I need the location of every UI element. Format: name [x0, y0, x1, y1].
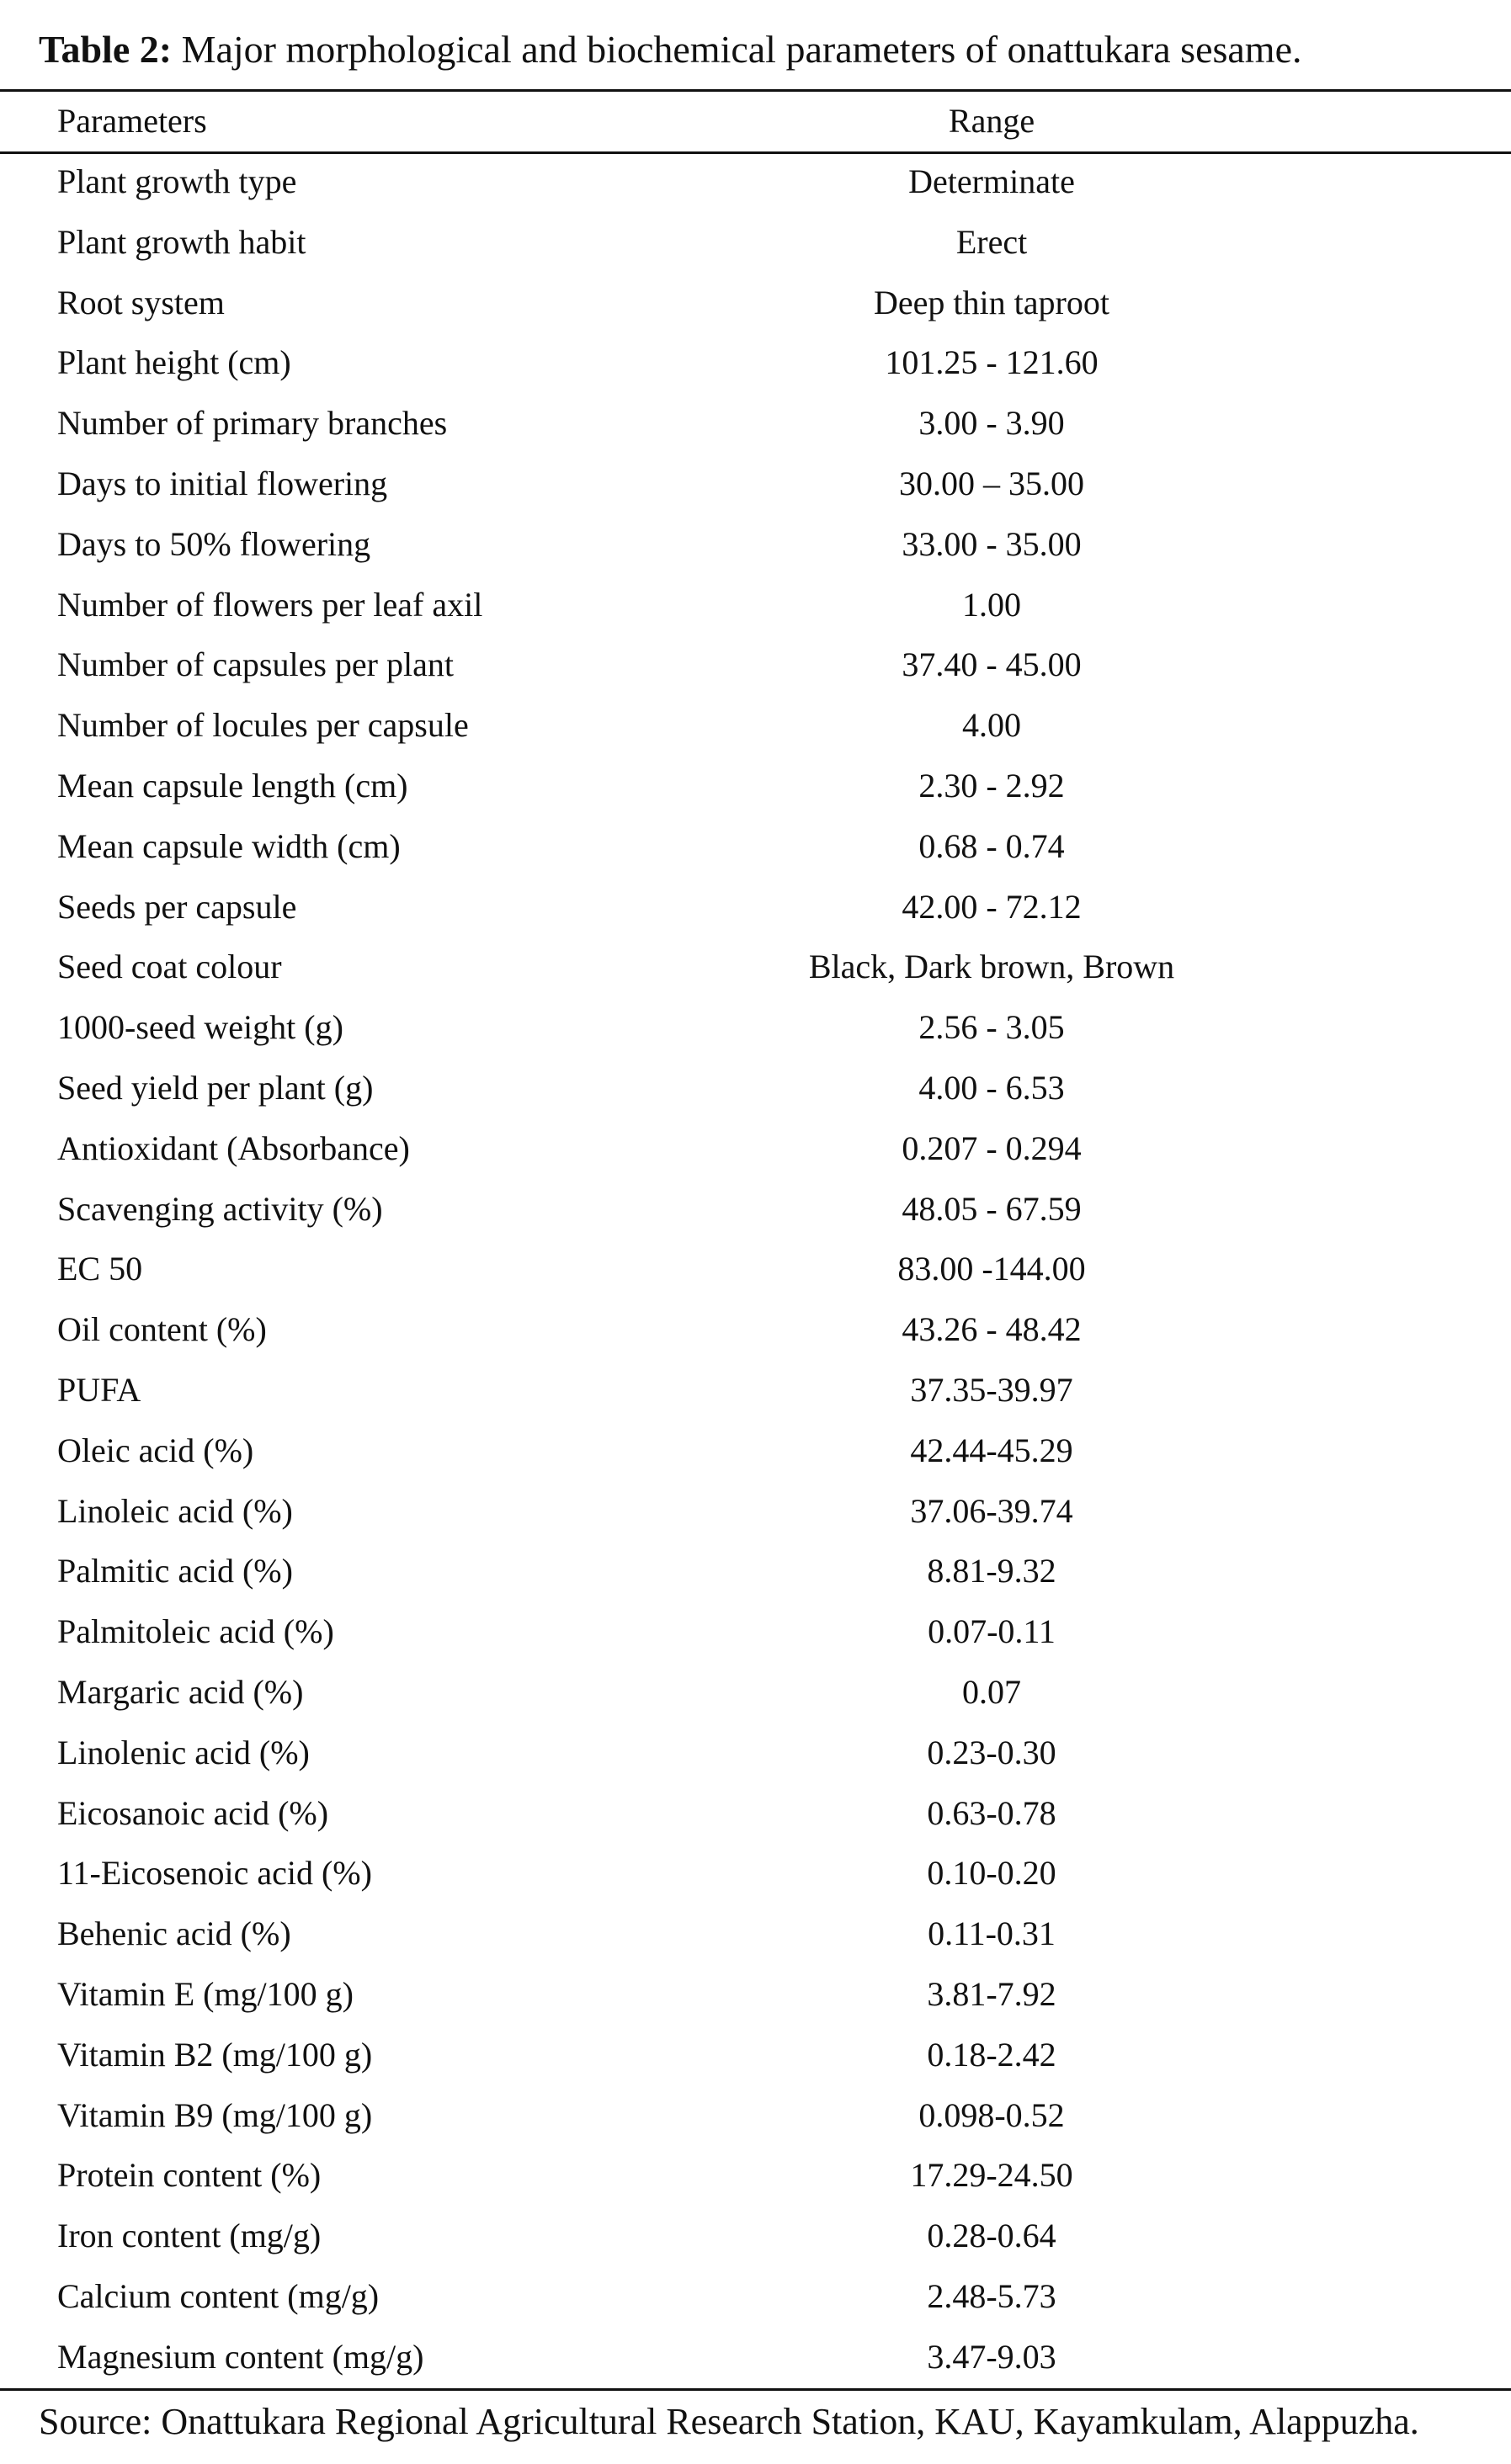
table-caption-text: Major morphological and biochemical parameters of onattukara sesame. [172, 28, 1302, 71]
table-row [0, 2085, 1511, 2146]
range-cell: 33.00 - 35.00 [902, 524, 1082, 563]
range-cell: 42.00 - 72.12 [902, 887, 1082, 926]
range-cell: 0.23-0.30 [927, 1733, 1056, 1771]
table-row [0, 2206, 1511, 2266]
parameter-cell: Protein content (%) [57, 2156, 322, 2195]
parameter-cell: Palmitoleic acid (%) [57, 1612, 334, 1651]
parameter-cell: Number of capsules per plant [57, 645, 454, 684]
parameter-cell: Magnesium content (mg/g) [57, 2337, 424, 2376]
table-row [0, 937, 1511, 997]
parameter-cell: Scavenging activity (%) [57, 1189, 383, 1228]
table-row [0, 997, 1511, 1058]
table-row [0, 332, 1511, 393]
table-row [0, 1058, 1511, 1118]
range-cell: Deep thin taproot [874, 283, 1109, 321]
parameter-cell: Vitamin B9 (mg/100 g) [57, 2095, 373, 2134]
range-cell: 48.05 - 67.59 [902, 1189, 1082, 1228]
table-row [0, 1179, 1511, 1240]
table-row [0, 1360, 1511, 1421]
table-row [0, 1601, 1511, 1662]
table-row [0, 816, 1511, 877]
range-cell: 0.07-0.11 [928, 1612, 1056, 1651]
range-cell: 30.00 – 35.00 [899, 465, 1084, 502]
parameter-cell: Calcium content (mg/g) [57, 2277, 380, 2315]
range-cell: 42.44-45.29 [910, 1431, 1073, 1469]
table-row [0, 756, 1511, 816]
table-row [0, 1904, 1511, 1964]
source-note: Source: Onattukara Regional Agricultural Research Station, KAU, Kayamkulam, Alappuzha. [39, 2401, 1419, 2442]
parameter-cell: Vitamin E (mg/100 g) [57, 1975, 354, 2013]
table-row [0, 1541, 1511, 1601]
range-cell: 4.00 - 6.53 [918, 1069, 1065, 1107]
table-row [0, 1481, 1511, 1542]
table-bottom-rule [0, 2388, 1511, 2391]
range-cell: 3.81-7.92 [927, 1975, 1056, 2013]
parameter-cell: Linolenic acid (%) [57, 1733, 310, 1771]
parameter-cell: Linoleic acid (%) [57, 1491, 293, 1530]
parameter-cell: Plant height (cm) [57, 343, 291, 382]
range-cell: 0.10-0.20 [927, 1854, 1056, 1893]
range-cell: 0.68 - 0.74 [918, 826, 1065, 865]
range-cell: 2.30 - 2.92 [918, 767, 1065, 805]
range-cell: 8.81-9.32 [927, 1552, 1056, 1590]
range-cell: 83.00 -144.00 [897, 1250, 1086, 1288]
table-row [0, 212, 1511, 273]
parameter-cell: Behenic acid (%) [57, 1914, 291, 1953]
range-cell: 0.11-0.31 [928, 1914, 1056, 1953]
range-cell: Black, Dark brown, Brown [808, 948, 1175, 986]
parameter-cell: Palmitic acid (%) [57, 1552, 293, 1590]
range-cell: 2.56 - 3.05 [918, 1008, 1065, 1047]
header-parameters: Parameters [57, 102, 207, 140]
range-cell: Erect [955, 222, 1028, 261]
table-row [0, 2145, 1511, 2206]
table-row [0, 393, 1511, 454]
range-cell: 0.098-0.52 [918, 2095, 1065, 2134]
table-row [0, 1662, 1511, 1723]
parameter-cell: 1000-seed weight (g) [57, 1008, 343, 1047]
parameter-cell: Number of flowers per leaf axil [57, 585, 483, 624]
table-row [0, 2025, 1511, 2085]
parameter-cell: EC 50 [57, 1250, 143, 1288]
range-cell: 4.00 [962, 706, 1021, 745]
range-cell: 0.63-0.78 [927, 1793, 1056, 1832]
table-row [0, 2266, 1511, 2327]
parameter-cell: Margaric acid (%) [57, 1673, 304, 1711]
parameter-cell: Oleic acid (%) [57, 1431, 254, 1469]
table-row [0, 454, 1511, 514]
table-row [0, 877, 1511, 937]
table-row [0, 1118, 1511, 1179]
parameter-cell: Root system [57, 283, 225, 321]
table-row [0, 273, 1511, 333]
table-row [0, 695, 1511, 756]
range-cell: 0.07 [962, 1673, 1021, 1711]
table-row [0, 1421, 1511, 1481]
parameter-cell: Days to initial flowering [57, 465, 388, 502]
table-row [0, 635, 1511, 695]
table-row [0, 151, 1511, 212]
parameter-cell: Mean capsule width (cm) [57, 826, 401, 865]
parameter-cell: Seeds per capsule [57, 887, 297, 926]
table-row [0, 514, 1511, 575]
range-cell: Determinate [908, 162, 1075, 200]
range-cell: 1.00 [962, 585, 1021, 624]
parameter-cell: Number of locules per capsule [57, 706, 469, 745]
range-cell: 0.18-2.42 [927, 2035, 1056, 2074]
range-cell: 2.48-5.73 [927, 2277, 1056, 2315]
parameter-cell: Seed yield per plant (g) [57, 1069, 374, 1107]
range-cell: 3.47-9.03 [927, 2337, 1056, 2376]
range-cell: 37.35-39.97 [910, 1371, 1073, 1409]
table-row [0, 1299, 1511, 1360]
range-cell: 17.29-24.50 [910, 2156, 1073, 2195]
range-cell: 3.00 - 3.90 [918, 404, 1065, 443]
parameter-cell: Iron content (mg/g) [57, 2217, 322, 2255]
range-cell: 0.207 - 0.294 [902, 1128, 1082, 1167]
parameter-cell: Oil content (%) [57, 1310, 267, 1349]
parameter-cell: PUFA [57, 1371, 141, 1409]
table-caption-label: Table 2: [39, 28, 173, 71]
parameter-cell: 11-Eicosenoic acid (%) [57, 1854, 372, 1893]
parameter-cell: Vitamin B2 (mg/100 g) [57, 2035, 373, 2074]
table-row [0, 1239, 1511, 1299]
range-cell: 0.28-0.64 [927, 2217, 1056, 2255]
table-row [0, 575, 1511, 635]
parameter-cell: Antioxidant (Absorbance) [57, 1128, 410, 1167]
table-row [0, 2327, 1511, 2387]
table-row [0, 1723, 1511, 1783]
range-cell: 43.26 - 48.42 [902, 1310, 1082, 1349]
parameter-cell: Plant growth type [57, 162, 297, 200]
table-row [0, 1964, 1511, 2025]
range-cell: 101.25 - 121.60 [885, 343, 1099, 382]
range-cell: 37.06-39.74 [910, 1491, 1073, 1530]
table-row [0, 1783, 1511, 1844]
range-cell: 37.40 - 45.00 [902, 645, 1082, 684]
parameter-cell: Days to 50% flowering [57, 524, 371, 563]
parameter-cell: Mean capsule length (cm) [57, 767, 408, 805]
header-range: Range [948, 102, 1035, 140]
parameter-cell: Seed coat colour [57, 948, 282, 986]
parameter-cell: Eicosanoic acid (%) [57, 1793, 329, 1832]
parameter-cell: Number of primary branches [57, 404, 448, 443]
parameter-cell: Plant growth habit [57, 222, 306, 261]
table-row [0, 1843, 1511, 1904]
